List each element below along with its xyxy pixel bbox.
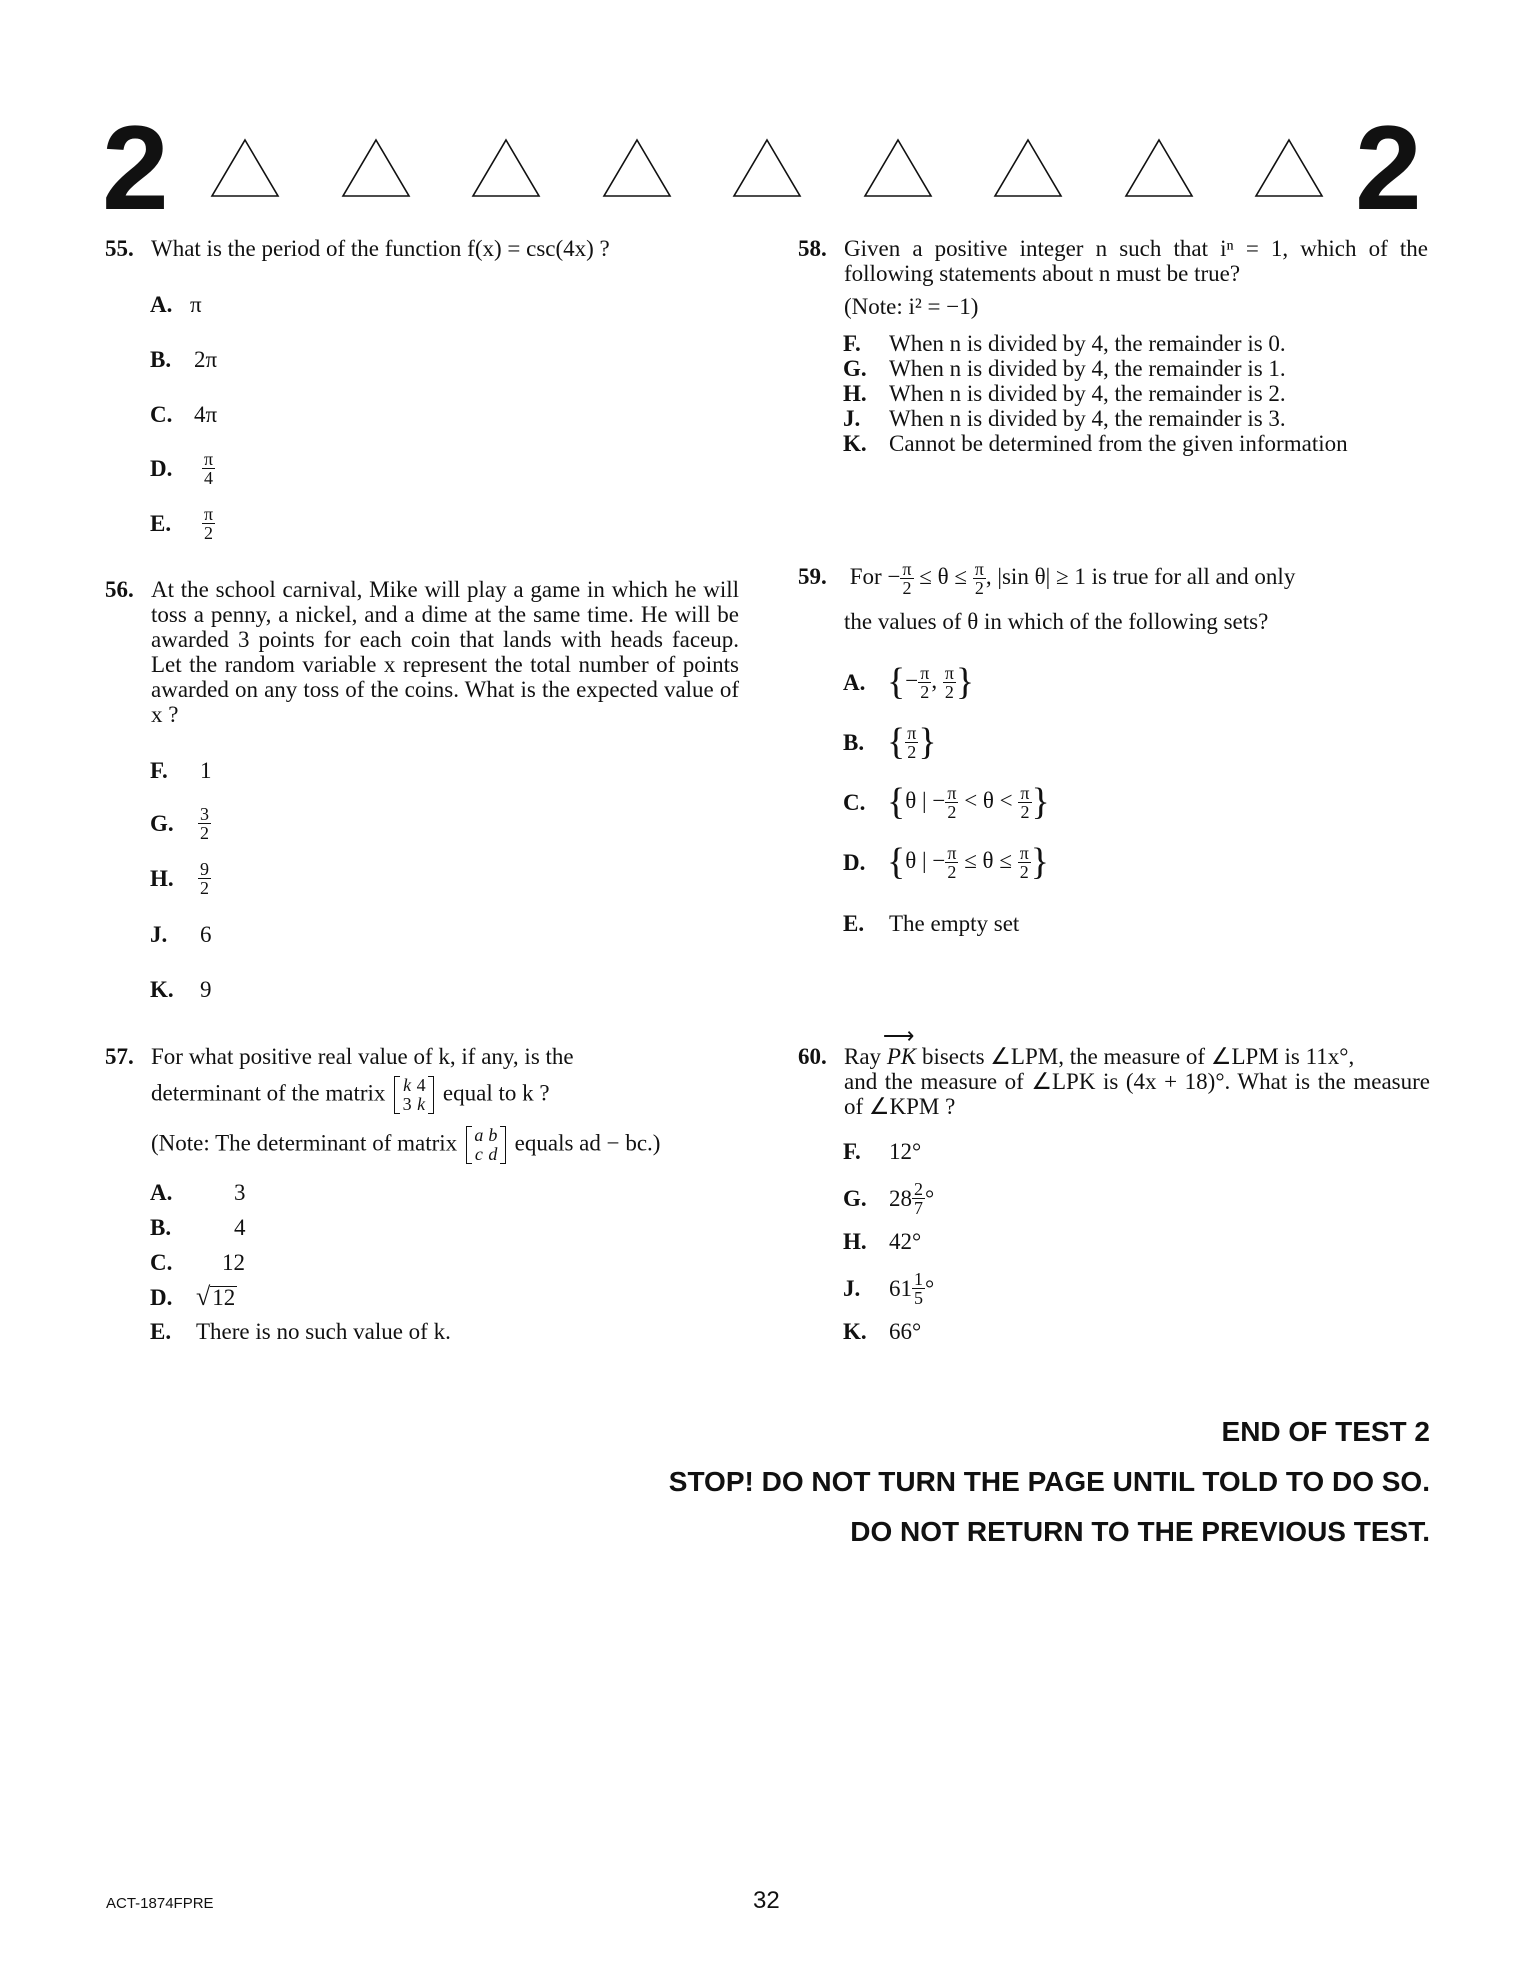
option-value: When n is divided by 4, the remainder is 2.	[889, 381, 1286, 406]
option-label: K.	[843, 431, 867, 456]
option-label: E.	[150, 511, 172, 536]
option-label: H.	[843, 381, 867, 406]
option-58-j[interactable]	[843, 406, 1286, 431]
triangle-icon	[863, 138, 933, 203]
option-value: 12°	[889, 1139, 922, 1164]
option-57-d[interactable]	[150, 1284, 237, 1310]
option-value: 4	[234, 1215, 246, 1240]
option-value: When n is divided by 4, the remainder is 0.	[889, 331, 1286, 356]
option-57-b[interactable]	[150, 1215, 246, 1240]
option-label: E.	[843, 911, 865, 936]
option-label: K.	[150, 977, 174, 1002]
question-text: At the school carnival, Mike will play a game in which he will toss a penny, a nickel, and a dime at the same time. He will be awarded 3 points for each coin that lands with heads faceup. Let the random variable x represent the total number of points awarded on any toss of the coins. What is the expected value of x ?	[151, 577, 739, 727]
option-55-b[interactable]	[150, 347, 217, 372]
option-58-f[interactable]	[843, 331, 1286, 356]
option-label: E.	[150, 1319, 172, 1344]
page-number: 32	[753, 1887, 780, 1914]
stop-notice: STOP! DO NOT TURN THE PAGE UNTIL TOLD TO DO SO.	[668, 1466, 1430, 1497]
triangle-icon	[210, 138, 280, 203]
no-return-notice: DO NOT RETURN TO THE PREVIOUS TEST.	[850, 1516, 1430, 1547]
option-59-b[interactable]: B. { $\frac{\pi}{2}$ }	[843, 721, 937, 763]
option-label: D.	[843, 850, 866, 875]
option-58-h[interactable]	[843, 381, 1286, 406]
option-60-h[interactable]	[843, 1229, 921, 1254]
triangle-icon	[1124, 138, 1194, 203]
option-label: J.	[843, 1276, 861, 1301]
section-number-left: 2	[102, 101, 169, 235]
option-label: F.	[843, 331, 861, 356]
question-56	[105, 577, 739, 727]
matrix-abcd: a b c d	[466, 1126, 506, 1164]
option-59-c[interactable]: C. {θ | − $\frac{\pi}{2}$ < θ < $\frac{\pi}{2}$ }	[843, 781, 1050, 823]
triangle-icon	[993, 138, 1063, 203]
option-label: G.	[150, 811, 174, 836]
option-value: 1	[200, 758, 212, 783]
option-label: H.	[843, 1229, 867, 1254]
option-label: B.	[843, 730, 865, 755]
option-label: H.	[150, 866, 174, 891]
option-value: 12	[222, 1250, 245, 1275]
option-56-g[interactable]	[150, 805, 211, 842]
option-57-c[interactable]	[150, 1250, 245, 1275]
test-code: ACT-1874FPRE	[106, 1895, 214, 1912]
option-value: 9	[200, 977, 212, 1002]
option-value: Cannot be determined from the given information	[889, 431, 1348, 456]
option-label: F.	[843, 1139, 861, 1164]
option-label: A.	[150, 292, 173, 317]
option-value: When n is divided by 4, the remainder is 1.	[889, 356, 1286, 381]
option-label: A.	[843, 670, 866, 695]
option-label: B.	[150, 347, 172, 372]
option-56-f[interactable]	[150, 758, 212, 783]
option-label: A.	[150, 1180, 173, 1205]
question-59: 59. For − $\frac{\pi}{2}$ ≤ θ ≤ $\frac{\pi}{2}$ , |sin θ| ≥ 1 is true for all and only	[798, 559, 1296, 598]
sqrt-sign: √	[196, 1282, 211, 1311]
option-59-e[interactable]	[843, 911, 1019, 936]
option-value: 2π	[194, 347, 218, 372]
fraction: $\frac{\pi}{4}$	[204, 449, 214, 488]
option-label: G.	[843, 356, 867, 381]
option-value: 66°	[889, 1319, 922, 1344]
option-60-f[interactable]	[843, 1139, 921, 1164]
option-58-k[interactable]	[843, 431, 1348, 456]
question-text: Given a positive integer n such that iⁿ = 1, which of the following statements about n must be true?	[844, 236, 1428, 286]
triangle-icon	[602, 138, 672, 203]
end-of-test: END OF TEST 2	[1221, 1416, 1430, 1447]
option-label: B.	[150, 1215, 172, 1240]
option-label: C.	[150, 1250, 173, 1275]
option-56-h[interactable]	[150, 860, 211, 897]
question-text: What is the period of the function f(x) = csc(4x) ?	[151, 236, 610, 261]
question-number: 58.	[798, 236, 827, 261]
question-57-note: (Note: The determinant of matrix a b c d equals ad − bc.)	[151, 1125, 661, 1164]
option-57-a[interactable]	[150, 1180, 246, 1205]
question-57-matrix-line: determinant of the matrix k 4 3 k equal to k ?	[151, 1075, 550, 1114]
ray-pk: ⟶ PK	[887, 1044, 916, 1069]
option-label: J.	[150, 922, 168, 947]
option-label: D.	[150, 1285, 173, 1310]
question-number: 55.	[105, 236, 134, 261]
option-value: 4π	[194, 402, 218, 427]
option-56-k[interactable]	[150, 977, 212, 1002]
option-value: 42°	[889, 1229, 922, 1254]
option-value: There is no such value of k.	[196, 1319, 451, 1344]
option-60-g[interactable]: G. 28 $\frac{2}{7}$ °	[843, 1179, 935, 1218]
question-number: 56.	[105, 577, 134, 602]
option-label: K.	[843, 1319, 867, 1344]
fraction: $\frac{3}{2}$	[200, 804, 209, 843]
question-59-text-2: the values of θ in which of the following sets?	[844, 609, 1269, 634]
question-text-line-1: Ray ⟶ PK bisects ∠LPM, the measure of ∠LPM is 11x°,	[844, 1044, 1430, 1069]
option-58-g[interactable]	[843, 356, 1286, 381]
section-number-right: 2	[1355, 101, 1422, 235]
triangle-icon	[471, 138, 541, 203]
option-55-a[interactable]	[150, 292, 202, 317]
question-number: 60.	[798, 1044, 827, 1069]
fraction: $\frac{\pi}{2}$	[204, 504, 214, 543]
option-label: C.	[150, 402, 173, 427]
option-label: F.	[150, 758, 168, 783]
option-value: The empty set	[889, 911, 1020, 936]
question-note: (Note: i² = −1)	[844, 294, 979, 319]
question-text-line-2: and the measure of ∠LPK is (4x + 18)°. What is the measure of ∠KPM ?	[844, 1069, 1430, 1119]
option-value: When n is divided by 4, the remainder is 3.	[889, 406, 1286, 431]
option-value: 3	[234, 1180, 246, 1205]
option-59-d[interactable]: D. {θ | − $\frac{\pi}{2}$ ≤ θ ≤ $\frac{\pi}{2}$ }	[843, 841, 1050, 883]
triangle-icon	[732, 138, 802, 203]
fraction: $\frac{9}{2}$	[200, 859, 209, 898]
option-60-j[interactable]: J. 61 $\frac{1}{5}$ °	[843, 1269, 935, 1308]
option-label: G.	[843, 1186, 867, 1211]
option-55-d[interactable]	[150, 450, 215, 487]
option-value: 12	[212, 1285, 236, 1310]
option-value: 6	[200, 922, 212, 947]
question-number: 59.	[798, 563, 827, 589]
triangle-icon	[1254, 138, 1324, 203]
triangle-icon	[341, 138, 411, 203]
option-label: D.	[150, 456, 173, 481]
option-value: π	[190, 292, 202, 317]
option-60-k[interactable]	[843, 1319, 921, 1344]
question-text-line-1: For what positive real value of k, if any, is the	[151, 1044, 574, 1069]
option-59-a[interactable]: A. {− $\frac{\pi}{2}$ , $\frac{\pi}{2}$ }	[843, 661, 975, 703]
option-label: C.	[843, 790, 866, 815]
option-56-j[interactable]	[150, 922, 212, 947]
option-57-e[interactable]	[150, 1319, 451, 1344]
option-55-e[interactable]	[150, 505, 215, 542]
option-55-c[interactable]	[150, 402, 217, 427]
question-number: 57.	[105, 1044, 134, 1069]
option-label: J.	[843, 406, 861, 431]
matrix-k: k 4 3 k	[394, 1076, 434, 1114]
